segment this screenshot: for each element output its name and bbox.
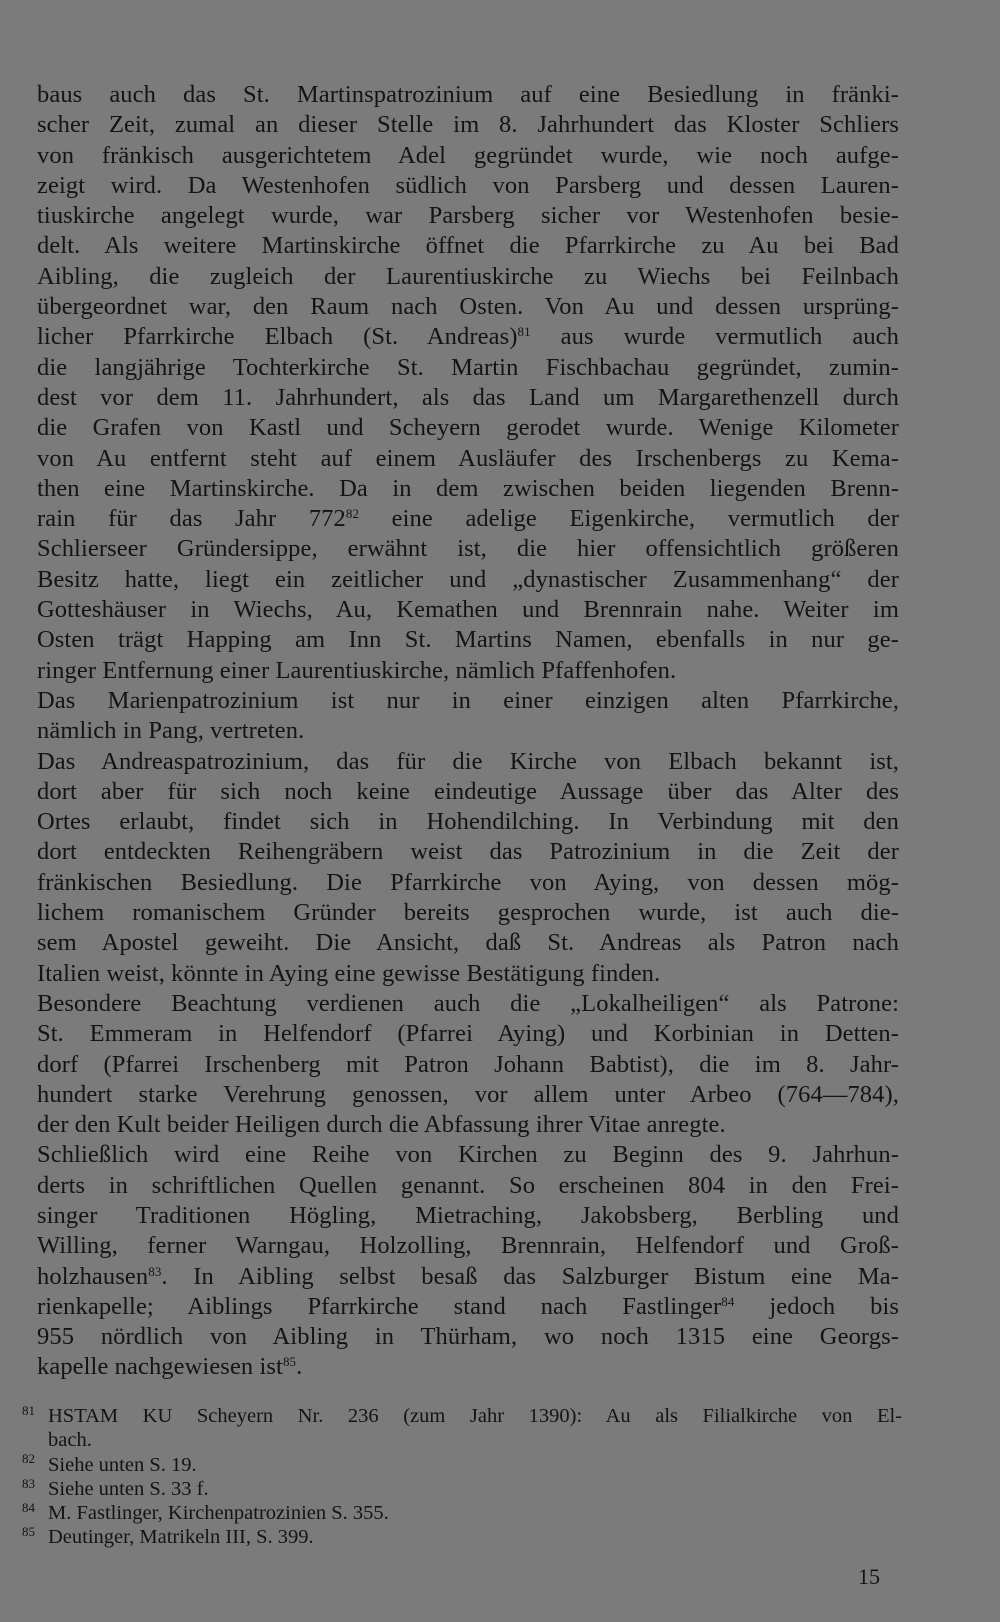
text-segment: rienkapelle; Aiblings Pfarrkirche stand nach Fastlinger [37, 1292, 722, 1320]
footnote-reference: 84 [721, 1294, 735, 1310]
text-segment: der den Kult beider Heiligen durch die Abfassung ihrer Vitae anregte. [37, 1111, 726, 1139]
text-segment: fränkischen Besiedlung. Die Pfarrkirche von Aying, von dessen mög- [37, 868, 899, 896]
text-line [37, 1262, 899, 1292]
text-line [37, 110, 899, 140]
text-line [37, 1352, 899, 1382]
text-segment: von Au entfernt steht auf einem Ausläufer des Irschenbergs zu Kema- [37, 444, 899, 472]
text-segment: Besitz hatte, liegt ein zeitlicher und „dynastischer Zusammenhang“ der [37, 565, 899, 593]
text-line [37, 1322, 899, 1352]
text-line [37, 353, 899, 383]
text-line [37, 474, 899, 504]
text-line [37, 1292, 899, 1322]
text-segment: 955 nördlich von Aibling in Thürham, wo noch 1315 eine Georgs- [37, 1323, 899, 1351]
footnote-text: Siehe unten S. 33 f. [48, 1477, 209, 1500]
text-segment: delt. Als weitere Martinskirche öffnet die Pfarrkirche zu Au bei Bad [37, 232, 899, 260]
text-line [37, 80, 899, 110]
body-text [37, 80, 899, 1383]
text-segment: derts in schriftlichen Quellen genannt. So erscheinen 804 in den Frei- [37, 1171, 899, 1199]
text-line [37, 383, 899, 413]
text-segment: Besondere Beachtung verdienen auch die „Lokalheiligen“ als Patrone: [37, 989, 899, 1017]
text-segment: singer Traditionen Högling, Mietraching, Jakobsberg, Berbling und [37, 1201, 899, 1229]
footnote-reference: 85 [282, 1354, 297, 1370]
footnote: 84 M. Fastlinger, Kirchenpatrozinien S. 355. [22, 1500, 389, 1525]
text-line [37, 1110, 899, 1140]
text-line [37, 1080, 899, 1110]
text-segment: Gotteshäuser in Wiechs, Au, Kemathen und Brennrain nahe. Weiter im [37, 596, 899, 624]
text-line [37, 171, 899, 201]
page-number: 15 [858, 1564, 880, 1589]
text-line [37, 807, 899, 837]
text-segment: sem Apostel geweiht. Die Ansicht, daß St. Andreas als Patron nach [37, 929, 899, 957]
footnote-reference: 81 [517, 324, 531, 340]
text-segment: ringer Entfernung einer Laurentiuskirche, nämlich Pfaffenhofen. [37, 656, 677, 684]
footnote: 81 HSTAM KU Scheyern Nr. 236 (zum Jahr 1390): Au als Filialkirche von El- [22, 1402, 902, 1427]
text-line [37, 231, 899, 261]
text-segment: licher Pfarrkirche Elbach (St. Andreas) [37, 323, 518, 351]
text-segment: . [296, 1353, 303, 1381]
footnote: 85 Deutinger, Matrikeln III, S. 399. [22, 1524, 314, 1549]
text-line [37, 747, 899, 777]
text-segment: baus auch das St. Martinspatrozinium auf eine Besiedlung in fränki- [37, 81, 899, 108]
text-segment: aus wurde vermutlich auch [530, 323, 899, 351]
text-line [37, 989, 899, 1019]
text-line [37, 504, 899, 534]
text-line [37, 928, 899, 958]
footnote-reference: 82 [345, 506, 360, 522]
text-line [37, 625, 899, 655]
text-line [37, 201, 899, 231]
text-line [37, 444, 899, 474]
text-line [37, 1050, 899, 1080]
text-line [37, 292, 899, 322]
text-line [37, 716, 899, 746]
text-segment: Ortes erlaubt, findet sich in Hohendilching. In Verbindung mit den [37, 808, 899, 836]
text-segment: die langjährige Tochterkirche St. Martin Fischbachau gegründet, zumin- [37, 353, 899, 381]
text-segment: von fränkisch ausgerichtetem Adel gegründet wurde, wie noch aufge- [37, 141, 899, 169]
text-segment: nämlich in Pang, vertreten. [37, 717, 305, 745]
footnote [22, 1428, 902, 1452]
text-segment: Aibling, die zugleich der Laurentiuskirche zu Wiechs bei Feilnbach [37, 262, 899, 290]
text-segment: Willing, ferner Warngau, Holzolling, Brennrain, Helfendorf und Groß- [37, 1232, 899, 1260]
text-segment: zeigt wird. Da Westenhofen südlich von Parsberg und dessen Lauren- [37, 171, 899, 199]
footnote: 82 Siehe unten S. 19. [22, 1451, 197, 1476]
text-segment: Italien weist, könnte in Aying eine gewisse Bestätigung finden. [37, 959, 661, 987]
text-line [37, 322, 899, 352]
text-line [37, 565, 899, 595]
text-line [37, 959, 899, 989]
footnote-reference: 83 [148, 1263, 162, 1279]
footnote-text: M. Fastlinger, Kirchenpatrozinien S. 355. [48, 1502, 389, 1525]
text-line [37, 262, 899, 292]
text-line [37, 413, 899, 443]
footnote-text: HSTAM KU Scheyern Nr. 236 (zum Jahr 1390): Au als Filialkirche von El- [48, 1405, 902, 1427]
text-segment: Osten trägt Happing am Inn St. Martins Namen, ebenfalls in nur ge- [37, 626, 899, 654]
text-segment: Das Andreaspatrozinium, das für die Kirche von Elbach bekannt ist, [37, 747, 899, 775]
text-line [37, 1140, 899, 1170]
text-segment: Das Marienpatrozinium ist nur in einer einzigen alten Pfarrkirche, [37, 686, 899, 714]
text-segment: tiuskirche angelegt wurde, war Parsberg sicher vor Westenhofen besie- [37, 202, 899, 230]
footnotes [22, 1404, 902, 1550]
text-line [37, 1231, 899, 1261]
text-segment: dorf (Pfarrei Irschenberg mit Patron Johann Babtist), die im 8. Jahr- [37, 1050, 899, 1078]
text-line [37, 1201, 899, 1231]
text-segment: kapelle nachgewiesen ist [37, 1353, 283, 1381]
text-segment: rain für das Jahr 772 [37, 505, 346, 533]
text-segment: dort entdeckten Reihengräbern weist das Patrozinium in die Zeit der [37, 838, 899, 866]
footnote-text: Siehe unten S. 19. [48, 1453, 197, 1476]
text-segment: then eine Martinskirche. Da in dem zwischen beiden liegenden Brenn- [37, 474, 899, 502]
text-segment: übergeordnet war, den Raum nach Osten. Von Au und dessen ursprüng- [37, 293, 899, 321]
text-line [37, 1171, 899, 1201]
text-line [37, 656, 899, 686]
text-segment: eine adelige Eigenkirche, vermutlich der [359, 505, 900, 533]
text-segment: dort aber für sich noch keine eindeutige Aussage über das Alter des [37, 777, 899, 805]
text-segment: Schließlich wird eine Reihe von Kirchen zu Beginn des 9. Jahrhun- [37, 1141, 899, 1169]
text-segment: Schlierseer Gründersippe, erwähnt ist, die hier offensichtlich größeren [37, 535, 899, 563]
text-line [37, 686, 899, 716]
text-segment: jedoch bis [734, 1292, 899, 1320]
text-line [37, 898, 899, 928]
text-segment: dest vor dem 11. Jahrhundert, als das Land um Margarethenzell durch [37, 383, 899, 411]
text-segment: scher Zeit, zumal an dieser Stelle im 8. Jahrhundert das Kloster Schliers [37, 111, 899, 139]
footnote-text: Deutinger, Matrikeln III, S. 399. [48, 1526, 314, 1549]
text-line [37, 595, 899, 625]
text-segment: hundert starke Verehrung genossen, vor allem unter Arbeo (764—784), [37, 1080, 899, 1108]
text-segment: . In Aibling selbst besaß das Salzburger Bistum eine Ma- [161, 1262, 899, 1290]
text-line [37, 1019, 899, 1049]
text-segment: die Grafen von Kastl und Scheyern gerodet wurde. Wenige Kilometer [37, 414, 899, 442]
text-line [37, 837, 899, 867]
footnote: 83 Siehe unten S. 33 f. [22, 1475, 209, 1500]
footnote-text: bach. [48, 1429, 92, 1452]
text-line [37, 777, 899, 807]
text-segment: lichem romanischem Gründer bereits gesprochen wurde, ist auch die- [37, 899, 899, 927]
text-line [37, 868, 899, 898]
text-line [37, 141, 899, 171]
text-segment: St. Emmeram in Helfendorf (Pfarrei Aying) und Korbinian in Detten- [37, 1020, 899, 1048]
text-line [37, 534, 899, 564]
text-segment: holzhausen [37, 1262, 149, 1290]
